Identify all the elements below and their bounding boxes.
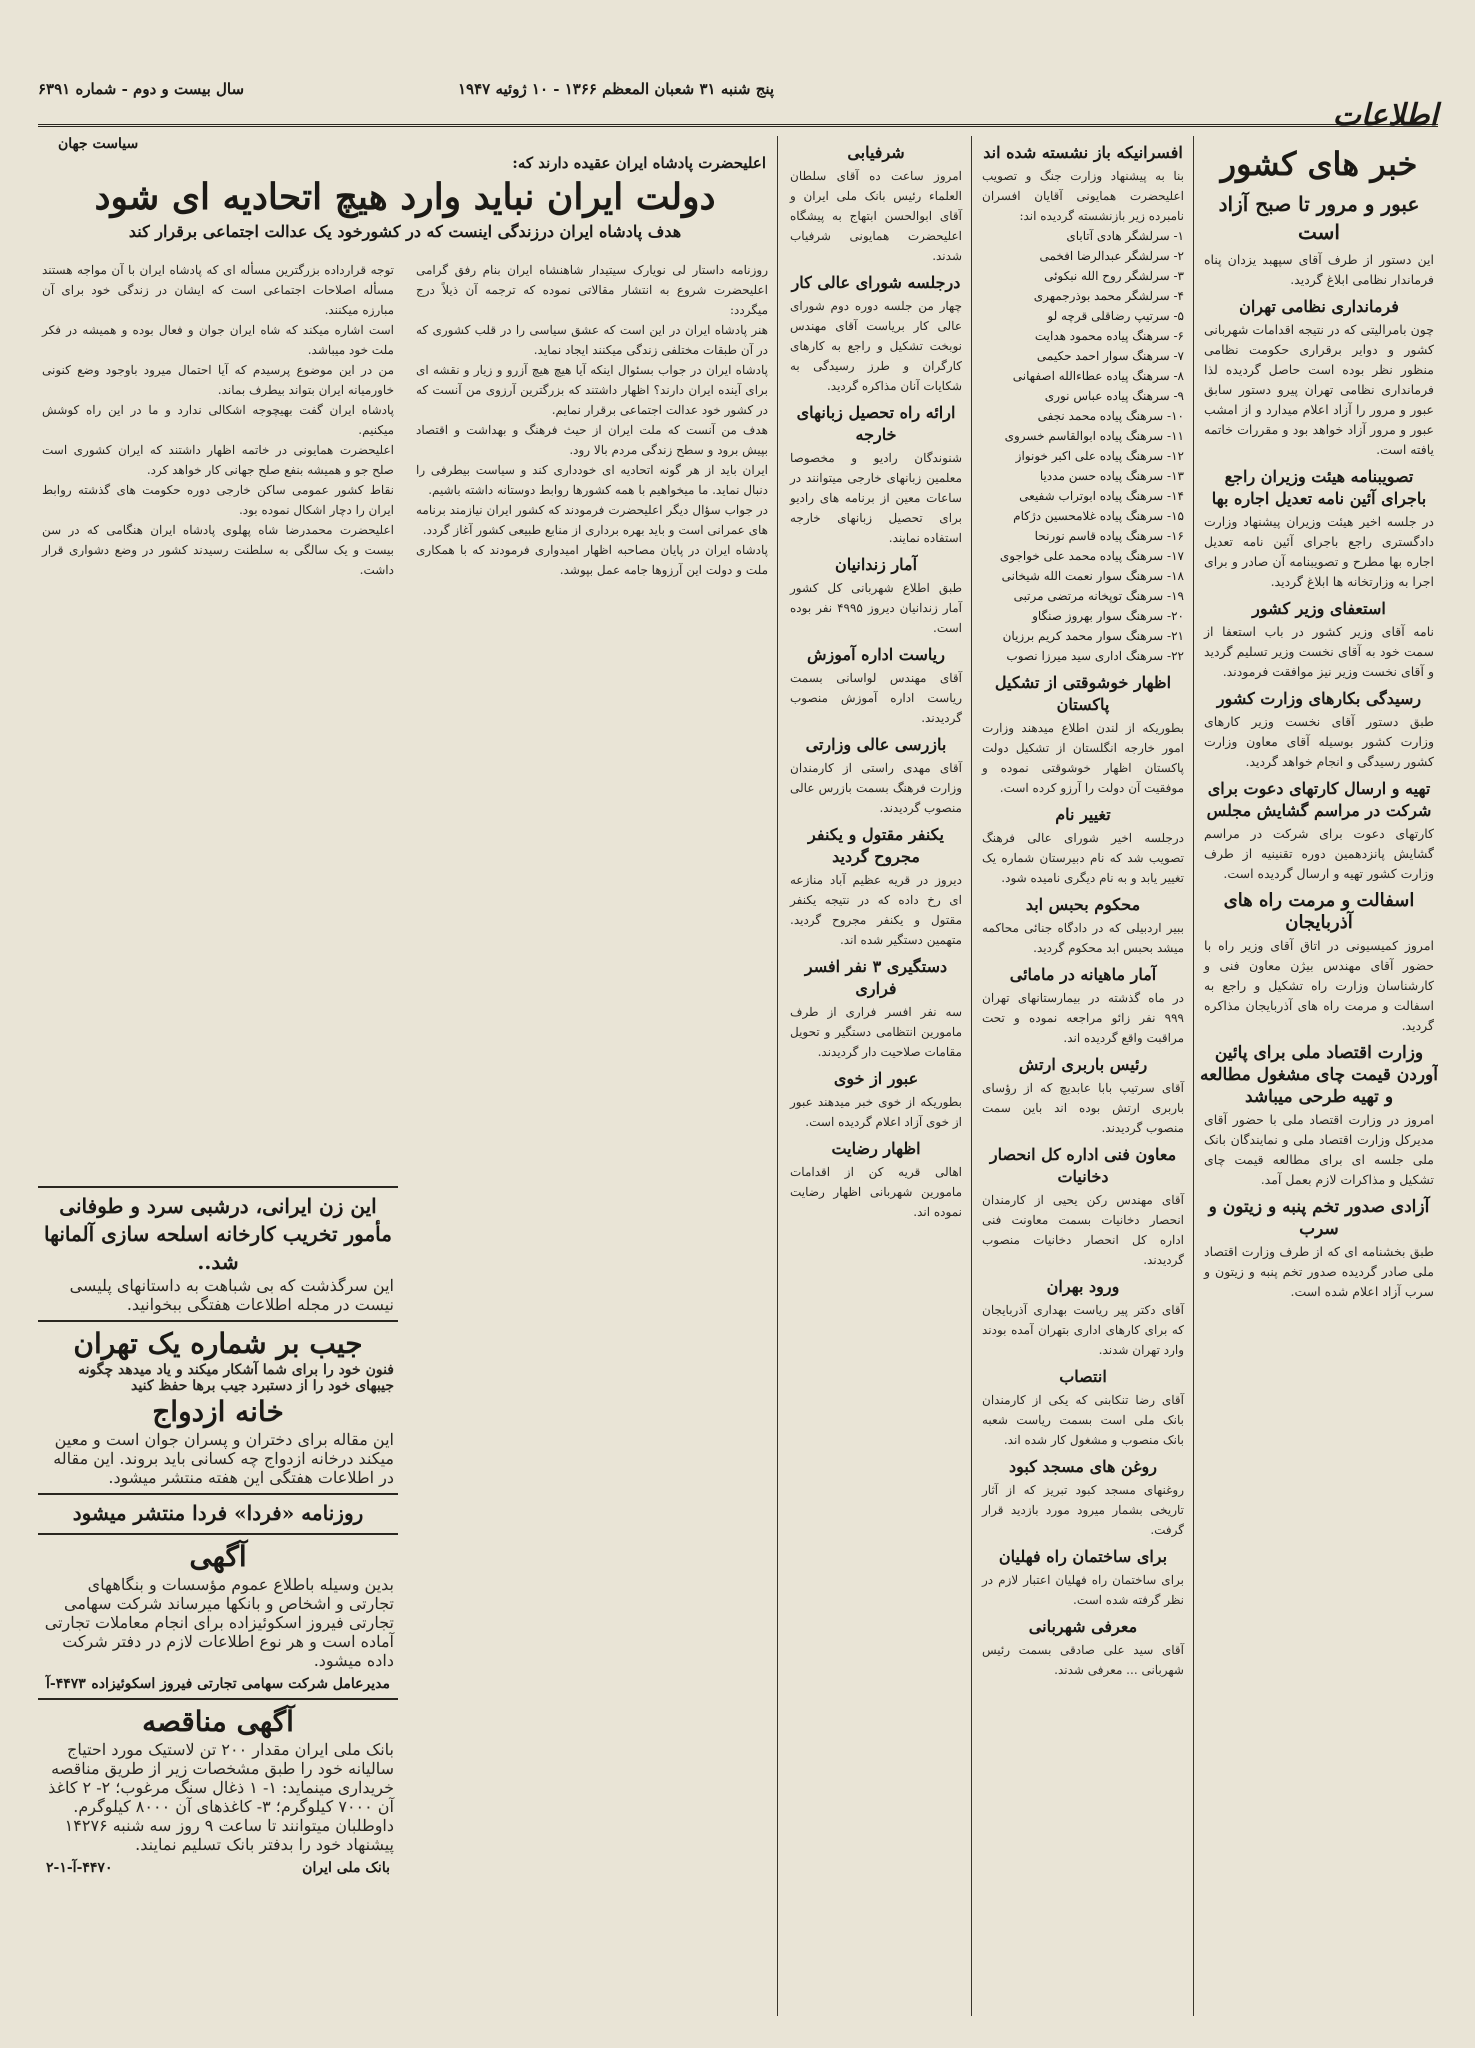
headline: عبور از خوی bbox=[833, 1069, 919, 1088]
ad-text: فنون خود را برای شما آشکار میکند و یاد میدهد چگونه جیبهای خود را از دستبرد جیب برها حفظ کنید bbox=[78, 1362, 394, 1394]
article-text: اهالی قریه کن از اقدامات مامورین شهربانی اظهار رضایت نموده اند. bbox=[790, 1165, 962, 1219]
article-text: هدف من آنست که ملت ایران از حیث فرهنگ و بهداشت و اقتصاد بپیش برود و سطح زندگی مردم بالا رود. bbox=[416, 423, 768, 457]
article-text: در جواب سؤال دیگر اعلیحضرت فرمودند که کشور ایران نیازمند برنامه های عمرانی است و باید بهره برداری از منابع طبیعی کشور آغاز گردد. bbox=[416, 503, 768, 537]
article-text: پادشاه ایران گفت بهیچوجه اشکالی ندارد و ما در این راه کوشش میکنیم. bbox=[42, 403, 394, 437]
column-rule bbox=[971, 136, 972, 2016]
headline: تهیه و ارسال کارتهای دعوت برای شرکت در مراسم گشایش مجلس bbox=[1206, 779, 1432, 820]
ad-signature: مدیرعامل شرکت سهامی تجارتی فیروز اسکوئیزاده bbox=[91, 1676, 390, 1692]
officer-list-item: ۵- سرتیپ رضاقلی قرچه لو bbox=[1047, 309, 1184, 323]
ad-headline: آگهی bbox=[189, 1540, 247, 1573]
officer-list-item: ۲- سرلشگر عبدالرضا افخمی bbox=[1039, 249, 1184, 263]
headline: برای ساختمان راه فهلیان bbox=[998, 1547, 1168, 1566]
officer-list-item: ۶- سرهنگ پیاده محمود هدایت bbox=[1034, 329, 1184, 343]
officer-list-item: ۲۰- سرهنگ سوار بهروز صنگاو bbox=[1032, 609, 1184, 623]
officer-list-item: ۱۸- سرهنگ سوار نعمت الله شیخانی bbox=[1001, 569, 1184, 583]
kicker: اعلیحضرت پادشاه ایران عقیده دارند که: bbox=[512, 154, 766, 172]
officer-list-item: ۸- سرهنگ پیاده عطاءالله اصفهانی bbox=[1012, 369, 1184, 383]
officer-list-item: ۱۳- سرهنگ پیاده حسن مددیا bbox=[1039, 469, 1184, 483]
headline: ورود بهران bbox=[1046, 1277, 1120, 1296]
officer-list bbox=[978, 226, 1188, 666]
ad-weekly-story bbox=[38, 1186, 398, 1314]
officer-list-item: ۱۲- سرهنگ پیاده علی اکبر خونواز bbox=[1015, 449, 1184, 463]
article-text: من در این موضوع پرسیدم که آیا احتمال میرود باوجود وضع کنونی خاورمیانه ایران بتواند بیطرف بماند. bbox=[42, 363, 394, 397]
headline: آمار ماهیانه در مامائی bbox=[1009, 965, 1157, 984]
article-text: ایران باید از هر گونه اتحادیه ای خودداری کند و سیاست بیطرفی را دنبال نماید. ما میخواهیم با همه کشورها روابط دوستانه داشته باشیم. bbox=[416, 463, 768, 497]
headline: روغن های مسجد کبود bbox=[1009, 1457, 1157, 1476]
headline: استعفای وزیر کشور bbox=[1252, 599, 1386, 618]
headline: معاون فنی اداره کل انحصار دخانیات bbox=[989, 1145, 1177, 1186]
ad-pickpocket bbox=[38, 1320, 398, 1487]
article-text: بطوریکه از خوی خبر میدهند عبور از خوی آزاد اعلام گردیده است. bbox=[790, 1095, 962, 1129]
officer-list-item: ۴- سرلشگر محمد بوذرجمهری bbox=[1033, 289, 1184, 303]
article-text: دیروز در قریه عظیم آباد منازعه ای رخ داده که در نتیجه یکنفر مقتول و یکنفر مجروح گردید. متهمین دستگیر شده اند. bbox=[790, 873, 962, 947]
headline: درجلسه شورای عالی کار bbox=[791, 273, 961, 292]
ad-signature-row bbox=[46, 1676, 390, 1692]
officer-list-item: ۱۰- سرهنگ پیاده محمد نجفی bbox=[1037, 409, 1184, 423]
article-text: نقاط کشور عمومی ساکن خارجی دوره حکومت های گذشته روابط ایران را دچار اشکال نموده بود. bbox=[42, 483, 394, 517]
column-briefs bbox=[786, 136, 966, 2016]
article-text: برای ساختمان راه فهلیان اعتبار لازم در نظر گرفته شده است. bbox=[982, 1573, 1184, 1607]
column-lead-story-cont bbox=[38, 260, 398, 1180]
article-text: این دستور از طرف آقای سپهبد یزدان پناه فرماندار نظامی ابلاغ گردید. bbox=[1204, 252, 1434, 287]
ad-headline: خانه ازدواج bbox=[152, 1395, 284, 1428]
newspaper-logo: اطلاعات bbox=[1332, 98, 1438, 133]
article-text: طبق اطلاع شهربانی کل کشور آمار زندانیان دیروز ۴۹۹۵ نفر بوده است. bbox=[790, 581, 962, 635]
officer-list-item: ۱۷- سرهنگ پیاده محمد علی خواجوی bbox=[999, 549, 1184, 563]
officer-list-item: ۱۹- سرهنگ توپخانه مرتضی مرتبی bbox=[1013, 589, 1184, 603]
issue-date: پنج شنبه ۳۱ شعبان المعظم ۱۳۶۶ - ۱۰ ژوئیه ۱۹۴۷ bbox=[458, 80, 775, 98]
headline: یکنفر مقتول و یکنفر مجروح گردید bbox=[808, 825, 944, 866]
headline: رسیدگی بکارهای وزارت کشور bbox=[1216, 689, 1422, 708]
article-text: نامه آقای وزیر کشور در باب استعفا از سمت خود به آقای نخست وزیر تسلیم گردید و آقای نخست وزیر نیز موافقت فرمودند. bbox=[1204, 624, 1434, 679]
lead-headline: دولت ایران نباید وارد هیچ اتحادیه ای شود bbox=[94, 176, 716, 218]
article-text: امروز کمیسیونی در اتاق آقای وزیر راه با حضور آقای مهندس بیژن معاون فنی و کارشناسان وزارت راه تشکیل و راجع به اسفالت و مرمت راه های آذربایجان مذاکره گردید. bbox=[1204, 938, 1434, 1033]
article-text: آقای رضا تنکابنی که یکی از کارمندان بانک ملی است بسمت ریاست شعبه بانک منصوب و مشغول کار شده اند. bbox=[982, 1393, 1184, 1447]
headline: بازرسی عالی وزارتی bbox=[805, 735, 947, 754]
ad-signature-row bbox=[46, 1860, 390, 1876]
headline: معرفی شهربانی bbox=[1028, 1617, 1138, 1636]
ad-text: این مقاله برای دختران و پسران جوان است و معین میکند درخانه ازدواج چه کسانی باید بروند. این مقاله در اطلاعات هفتگی این هفته منتشر میشود. bbox=[53, 1430, 394, 1487]
article-text: بنا به پیشنهاد وزارت جنگ و تصویب اعلیحضرت همایونی آقایان افسران نامبرده زیر بازنشسته گردیده اند: bbox=[982, 169, 1184, 223]
ad-text: بانک ملی ایران مقدار ۲۰۰ تن لاستیک مورد احتیاج سالیانه خود را طبق مشخصات زیر از طریق مناقصه خریداری مینماید: ۱- ۱ ذغال سنگ مرغوب؛ ۲- ۲ کاغذ آن ۷۰۰۰ کیلوگرم؛ ۳- کاغذهای آن ۸۰۰۰ کیلوگرم. داوطلبان میتوانند تا ساعت ۹ روز سه شنبه ۱۴۲۷۶ پیشنهاد خود را بدفتر بانک تسلیم نمایند. bbox=[48, 1740, 394, 1854]
headline: وزارت اقتصاد ملی برای پائین آوردن قیمت چای مشغول مطالعه و تهیه طرحی میباشد bbox=[1200, 1043, 1438, 1107]
lead-story-area bbox=[38, 80, 775, 2020]
ad-farda bbox=[38, 1493, 398, 1527]
article-text: روغنهای مسجد کبود تبریز که از آثار تاریخی بشمار میرود مورد بازدید قرار گرفت. bbox=[982, 1483, 1184, 1537]
article-text: آقای دکتر پیر ریاست بهداری آذربایجان که برای کارهای اداری بتهران آمده بودند وارد تهران شدند. bbox=[982, 1303, 1184, 1357]
article-text: آقای سرتیپ بابا عابدیچ که از رؤسای باربری ارتش بوده اند باین سمت منصوب گردیدند. bbox=[982, 1081, 1184, 1135]
column-rule bbox=[1193, 136, 1194, 2016]
headline: تغییر نام bbox=[1055, 805, 1111, 824]
column-officers-news bbox=[978, 136, 1188, 2016]
officer-list-item: ۳- سرلشگر روح الله نبکوئی bbox=[1044, 269, 1184, 283]
officer-list-item: ۱۵- سرهنگ پیاده غلامحسین دژکام bbox=[1013, 509, 1184, 523]
article-text: است اشاره میکند که شاه ایران جوان و فعال بوده و همیشه در فکر ملت خود میباشد. bbox=[42, 323, 394, 357]
ad-code: ۴۴۷۰-آ-۱-۲ bbox=[46, 1860, 113, 1876]
article-text: آقای مهدی راستی از کارمندان وزارت فرهنگ بسمت بازرس عالی منصوب گردیدند. bbox=[790, 761, 962, 815]
column-national-news bbox=[1200, 136, 1438, 2016]
article-text: در جلسه اخیر هیئت وزیران پیشنهاد وزارت دادگستری راجع باجرای آئین نامه تعدیل اجاره بها مطرح و تصویبنامه آن صادر و برای اجرا به وزارتخانه ها ابلاغ گردید. bbox=[1204, 514, 1434, 589]
article-text: آقای مهندس رکن یحیی از کارمندان انحصار دخانیات بسمت معاونت فنی اداره کل انحصار دخانیات منصوب گردیدند. bbox=[982, 1193, 1184, 1267]
ad-headline: آگهی مناقصه bbox=[142, 1705, 294, 1738]
article-text: چهار من جلسه دوره دوم شورای عالی کار بریاست آقای مهندس نوبخت تشکیل و راجع به کارهای کارگران و طرز رسیدگی به شکایات آنان مذاکره گردید. bbox=[790, 299, 962, 393]
headline: ریاست اداره آموزش bbox=[807, 645, 945, 664]
headline: افسرانیکه باز نشسته شده اند bbox=[983, 143, 1183, 162]
article-text: پادشاه ایران در جواب بسئوال اینکه آیا هیچ هیچ آزرو و زیار و نقشه ای برای آینده ایران دارند؟ اظهار داشتند که بزرگترین آرزوی من آنست که در کشور خود عدالت اجتماعی برقرار نمایم. bbox=[416, 363, 768, 417]
ad-headline: این زن ایرانی، درشبی سرد و طوفانی مأمور تخریب کارخانه اسلحه سازی آلمانها شد.. bbox=[44, 1194, 392, 1274]
officer-list-item: ۱۶- سرهنگ پیاده قاسم نورنحا bbox=[1034, 529, 1184, 543]
officer-list-item: ۲۲- سرهنگ اداری سید میرزا نصوب bbox=[1006, 649, 1184, 663]
officer-list-item: ۷- سرهنگ سوار احمد حکیمی bbox=[1036, 349, 1184, 363]
officer-list-item: ۱- سرلشگر هادی آتابای bbox=[1066, 229, 1184, 243]
lead-subheadline: هدف پادشاه ایران درزندگی اینست که در کشورخود یک عدالت اجتماعی برقرار کند bbox=[128, 222, 682, 241]
headline: اظهار رضایت bbox=[831, 1139, 921, 1158]
issue-number: سال بیست و دوم - شماره ۶۳۹۱ bbox=[38, 80, 245, 98]
headline: رئیس باربری ارتش bbox=[1018, 1055, 1148, 1074]
headline: انتصاب bbox=[1059, 1367, 1107, 1386]
article-text: ببیر اردبیلی که در دادگاه جنائی محاکمه میشد بحبس ابد محکوم گردید. bbox=[982, 921, 1184, 955]
article-text: امروز ساعت ده آقای سلطان العلماء رئیس بانک ملی ایران و آقای ابوالحسن ابتهاج به پیشگاه اعلیحضرت همایونی شرفیاب شدند. bbox=[790, 169, 962, 263]
article-text: اعلیحضرت محمدرضا شاه پهلوی پادشاه ایران هنگامی که در سن بیست و یک سالگی به سلطنت رسیدند کشور در وضع دشواری قرار داشت. bbox=[42, 523, 394, 577]
lead-banner bbox=[38, 136, 772, 247]
article-text: درجلسه اخیر شورای عالی فرهنگ تصویب شد که نام دبیرستان شماره یک تغییر یابد و به نام دیگری نامیده شود. bbox=[982, 831, 1184, 885]
article-text: بطوریکه از لندن اطلاع میدهند وزارت امور خارجه انگلستان از تشکیل دولت پاکستان اظهار خوشوقتی نموده و موفقیت آن دولت را آرزو کرده است. bbox=[982, 721, 1184, 795]
ad-signature: بانک ملی ایران bbox=[302, 1860, 390, 1876]
newspaper-page bbox=[38, 80, 1438, 2020]
article-text: کارتهای دعوت برای شرکت در مراسم گشایش پانزدهمین دوره تقنینیه از طرف وزارت کشور تهیه و ارسال گردیده است. bbox=[1204, 826, 1434, 881]
headline: عبور و مرور تا صبح آزاد است bbox=[1218, 192, 1420, 244]
article-text: آقای مهندس لواسانی بسمت ریاست اداره آموزش منصوب گردیدند. bbox=[790, 671, 962, 725]
officer-list-item: ۲۱- سرهنگ سوار محمد کریم برزیان bbox=[1002, 629, 1184, 643]
headline: محکوم بحبس ابد bbox=[1025, 895, 1141, 914]
ad-text: بدین وسیله باطلاع عموم مؤسسات و بنگاههای تجارتی و اشخاص و بانکها میرساند شرکت سهامی تجارتی فیروز اسکوئیزاده برای انجام معاملات تجارتی آماده است و هر نوع اطلاعات لازم در دفتر شرکت داده میشود. bbox=[44, 1575, 394, 1670]
headline: شرفیابی bbox=[847, 143, 905, 162]
article-text: آقای سید علی صادقی بسمت رئیس شهربانی ... معرفی شدند. bbox=[982, 1643, 1184, 1677]
ad-headline: روزنامه «فردا» فردا منتشر میشود bbox=[72, 1501, 364, 1525]
headline: تصویبنامه هیئت وزیران راجع باجرای آئین نامه تعدیل اجاره بها bbox=[1211, 467, 1427, 508]
officer-list-item: ۱۴- سرهنگ پیاده ابوتراب شفیعی bbox=[1019, 489, 1184, 503]
article-text: در ماه گذشته در بیمارستانهای تهران ۹۹۹ نفر زائو مراجعه نموده و تحت مراقبت واقع گردیده اند. bbox=[982, 991, 1184, 1045]
article-text: توجه قرارداده بزرگترین مسأله ای که پادشاه ایران با آن مواجه هستند مسأله اصلاحات اجتماعی است که ایشان در زندگی خود برای آن مبارزه میکنند. bbox=[42, 263, 395, 317]
article-text: امروز در وزارت اقتصاد ملی با حضور آقای مدیرکل وزارت اقتصاد ملی و نمایندگان بانک ملی جلسه ای برای مطالعه قیمت چای تشکیل و مذاکرات لازم بعمل آمد. bbox=[1204, 1112, 1434, 1187]
section-tag: سیاست جهان bbox=[58, 136, 139, 152]
article-text: هنر پادشاه ایران در این است که عشق سیاسی را در قلب کشوری که در آن طبقات مختلفی زندگی میکنند ایجاد نماید. bbox=[416, 323, 768, 357]
article-text: پادشاه ایران در پایان مصاحبه اظهار امیدواری فرمودند که با همکاری ملت و دولت این آرزوها جامه عمل بپوشد. bbox=[416, 543, 768, 577]
headline: ارائه راه تحصیل زبانهای خارجه bbox=[796, 403, 956, 444]
article-text: روزنامه داستار لی نویارک سیتیدار شاهنشاه ایران بنام رفق گرامی اعلیحضرت شروع به انتشار مقالاتی نموده که ترجمه آن ذیلاً درج میگردد: bbox=[416, 263, 768, 317]
ads-column bbox=[38, 1180, 398, 1882]
article-text: چون بامرالیتی که در نتیجه اقدامات شهربانی کشور و دوایر برقراری حکومت نظامی منظور نظر بوده است حاصل گردیده لذا فرمانداری نظامی تهران پیرو دستور سابق عبور و مرور را آزاد اعلام میدارد و از امشب عبور و مرور آزاد خواهد بود و مقررات خاتمه یافته است. bbox=[1204, 322, 1434, 457]
headline: دستگیری ۳ نفر افسر فراری bbox=[804, 957, 948, 998]
officer-list-item: ۹- سرهنگ پیاده عباس نوری bbox=[1044, 389, 1184, 403]
officer-list-item: ۱۱- سرهنگ پیاده ابوالقاسم خسروی bbox=[1004, 429, 1184, 443]
column-rule bbox=[777, 136, 778, 2016]
ad-code: ۴۴۷۳-آ bbox=[46, 1676, 86, 1692]
headline: فرمانداری نظامی تهران bbox=[1239, 297, 1399, 316]
article-text: سه نفر افسر فراری از طرف مامورین انتظامی دستگیر و تحویل مقامات صلاحیت دار گردیدند. bbox=[790, 1005, 962, 1059]
headline: آمار زندانیان bbox=[834, 555, 918, 574]
ad-notice bbox=[38, 1533, 398, 1692]
article-text: طبق بخشنامه ای که از طرف وزارت اقتصاد ملی صادر گردیده صدور تخم پنبه و زیتون و سرب آزاد اعلام شده است. bbox=[1204, 1244, 1434, 1299]
column-lead-story bbox=[412, 260, 772, 1180]
headline: اسفالت و مرمت راه های آذربایجان bbox=[1223, 890, 1415, 933]
ad-headline: جیب بر شماره یک تهران bbox=[73, 1327, 363, 1360]
ad-text: این سرگذشت که بی شباهت به داستانهای پلیسی نیست در مجله اطلاعات هفتگی ببخوانید. bbox=[69, 1276, 394, 1314]
article-text: طبق دستور آقای نخست وزیر کارهای وزارت کشور بوسیله آقای معاون وزارت کشور رسیدگی و انجام خواهد گردید. bbox=[1204, 714, 1434, 769]
headline: آزادی صدور تخم پنبه و زیتون و سرب bbox=[1208, 1197, 1430, 1239]
article-text: اعلیحضرت همایونی در خاتمه اظهار داشتند که ایران کشوری است صلح جو و همیشه بنفع صلح جهانی کار خواهد کرد. bbox=[42, 443, 394, 477]
headline: اظهار خوشوقتی از تشکیل پاکستان bbox=[994, 673, 1172, 714]
ad-tender bbox=[38, 1698, 398, 1876]
article-text: شنوندگان رادیو و مخصوصا معلمین زبانهای خارجی میتوانند در ساعات معین از برنامه های رادیو برای تحصیل زبانهای خارجه استفاده نمایند. bbox=[790, 451, 962, 545]
section-title: خبر های کشور bbox=[1220, 145, 1418, 183]
